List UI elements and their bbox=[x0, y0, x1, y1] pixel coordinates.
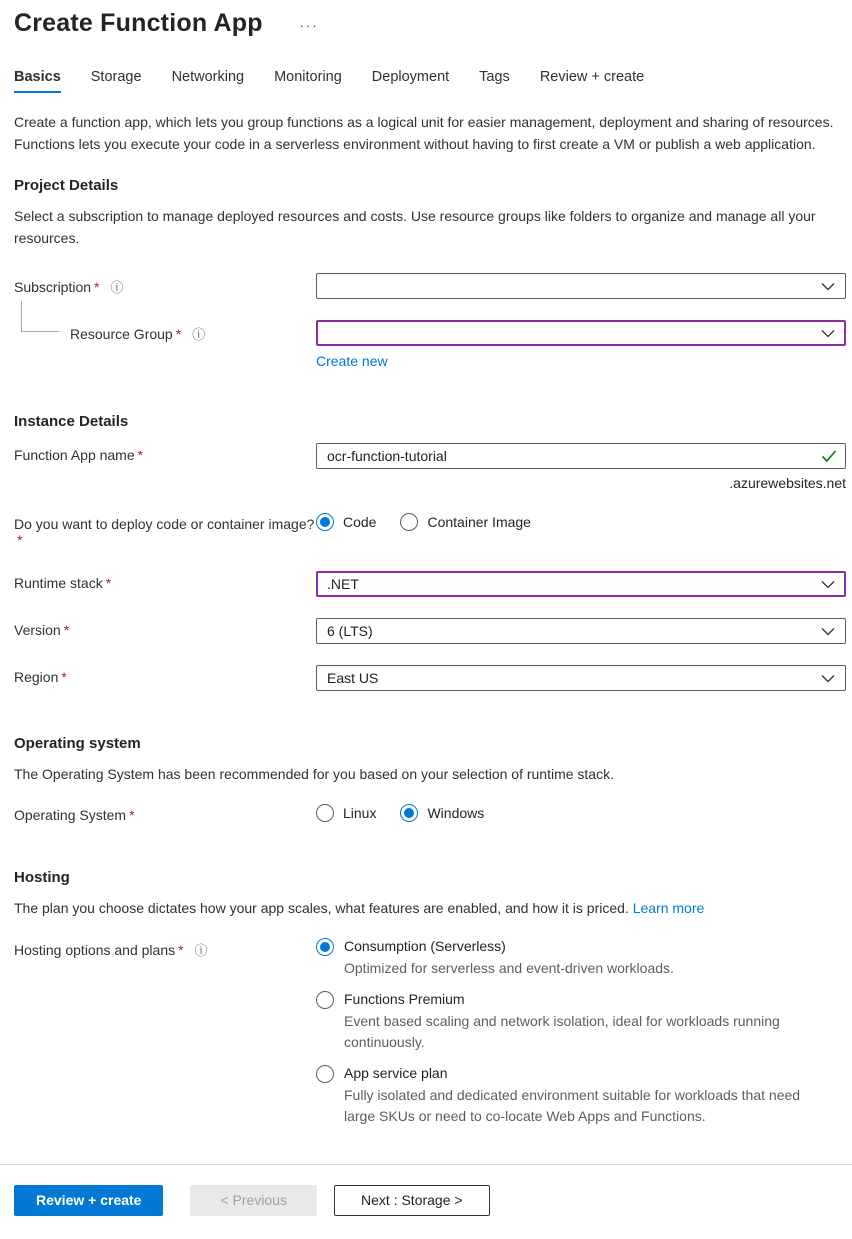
tab-tags[interactable]: Tags bbox=[479, 69, 510, 85]
more-options-icon[interactable]: ··· bbox=[299, 18, 319, 33]
tab-networking[interactable]: Networking bbox=[171, 69, 245, 85]
domain-suffix: .azurewebsites.net bbox=[729, 475, 846, 491]
radio-button-icon[interactable] bbox=[316, 991, 334, 1009]
info-icon[interactable]: ⓘ bbox=[192, 327, 206, 342]
radio-consumption-serverless[interactable] bbox=[316, 936, 846, 980]
radio-button-icon[interactable] bbox=[316, 1065, 334, 1083]
radio-container-image[interactable]: Container Image bbox=[400, 513, 531, 531]
plan-description: Event based scaling and network isolation, ideal for workloads running continuously. bbox=[344, 1012, 780, 1050]
version-dropdown[interactable] bbox=[316, 618, 846, 644]
operating-system-description: The Operating System has been recommended for you based on your selection of runtime stack. bbox=[14, 766, 614, 782]
operating-system-label: Operating System * bbox=[14, 806, 135, 823]
plan-description: Fully isolated and dedicated environment suitable for workloads that need large SKUs or need to co-locate Web Apps and Functions. bbox=[344, 1086, 801, 1124]
required-asterisk: * bbox=[61, 669, 67, 685]
radio-button-icon[interactable] bbox=[316, 513, 334, 531]
runtime-stack-label: Runtime stack * bbox=[14, 575, 112, 591]
operating-system-row bbox=[14, 803, 838, 823]
plan-name: Consumption (Serverless) bbox=[344, 938, 506, 954]
operating-system-radio-group bbox=[316, 803, 846, 822]
radio-button-icon[interactable] bbox=[400, 804, 418, 822]
hosting-options-row bbox=[14, 936, 838, 1137]
plan-name: App service plan bbox=[344, 1064, 448, 1081]
version-row bbox=[14, 618, 838, 644]
required-asterisk: * bbox=[137, 447, 144, 463]
required-asterisk: * bbox=[63, 622, 70, 638]
footer-bar bbox=[0, 1165, 852, 1216]
intro-text: Create a function app, which lets you group functions as a logical unit for easier management, deployment and sharing of resources. Functions lets you execute your code in a serverless environment without having to first create a VM or publish a web application. bbox=[14, 114, 834, 152]
valid-checkmark-icon bbox=[821, 450, 837, 463]
region-label: Region * bbox=[14, 669, 67, 685]
tab-storage[interactable]: Storage bbox=[90, 69, 142, 85]
runtime-stack-dropdown[interactable] bbox=[316, 571, 846, 597]
region-dropdown[interactable] bbox=[316, 665, 846, 691]
region-value: East US bbox=[327, 670, 379, 686]
hosting-description: The plan you choose dictates how your app scales, what features are enabled, and how it is priced. Learn more bbox=[14, 899, 705, 916]
page-title: Create Function App bbox=[14, 9, 263, 37]
function-app-name-row bbox=[14, 443, 846, 491]
chevron-down-icon bbox=[821, 580, 835, 589]
radio-button-icon[interactable] bbox=[400, 513, 418, 531]
radio-functions-premium[interactable] bbox=[316, 989, 846, 1054]
learn-more-link[interactable]: Learn more bbox=[632, 899, 705, 916]
required-asterisk: * bbox=[105, 575, 112, 591]
nesting-connector-line bbox=[21, 301, 59, 332]
radio-button-icon[interactable] bbox=[316, 938, 334, 956]
required-asterisk: * bbox=[94, 279, 100, 295]
required-asterisk: * bbox=[178, 942, 184, 958]
next-storage-button[interactable]: Next : Storage > bbox=[334, 1185, 490, 1216]
radio-app-service-plan[interactable] bbox=[316, 1063, 846, 1128]
review-create-button[interactable]: Review + create bbox=[14, 1185, 163, 1216]
create-new-link[interactable]: Create new bbox=[316, 353, 388, 369]
resource-group-dropdown[interactable] bbox=[316, 320, 846, 346]
project-details-description: Select a subscription to manage deployed resources and costs. Use resource groups like folders to organize and manage all your resources. bbox=[14, 208, 816, 246]
plan-description: Optimized for serverless and event-driven workloads. bbox=[344, 960, 674, 976]
version-value: 6 (LTS) bbox=[327, 623, 373, 639]
chevron-down-icon bbox=[821, 627, 835, 636]
function-app-name-label: Function App name * bbox=[14, 447, 144, 463]
operating-system-heading: Operating system bbox=[14, 735, 141, 752]
resource-group-label: Resource Group * ⓘ bbox=[14, 320, 316, 343]
region-row bbox=[14, 665, 838, 691]
chevron-down-icon bbox=[821, 329, 835, 338]
info-icon[interactable]: ⓘ bbox=[110, 280, 124, 295]
tab-monitoring[interactable]: Monitoring bbox=[274, 69, 342, 85]
wizard-tabs bbox=[14, 69, 838, 93]
tab-basics[interactable]: Basics bbox=[14, 69, 61, 93]
hosting-heading: Hosting bbox=[14, 868, 70, 886]
hosting-options-label: Hosting options and plans * ⓘ bbox=[14, 942, 208, 958]
tab-deployment[interactable]: Deployment bbox=[371, 69, 450, 85]
deploy-type-label: Do you want to deploy code or container image?* bbox=[14, 516, 315, 548]
radio-linux[interactable]: Linux bbox=[316, 804, 376, 822]
radio-code[interactable]: Code bbox=[316, 513, 376, 531]
deploy-type-row bbox=[14, 512, 838, 548]
subscription-label: Subscription * ⓘ bbox=[14, 279, 124, 295]
plan-name: Functions Premium bbox=[344, 990, 465, 1007]
deploy-type-radio-group bbox=[316, 512, 846, 531]
function-app-name-input[interactable] bbox=[316, 443, 846, 469]
project-details-heading: Project Details bbox=[14, 177, 119, 194]
runtime-stack-row bbox=[14, 571, 838, 597]
subscription-dropdown[interactable] bbox=[316, 273, 846, 299]
tab-review-create[interactable]: Review + create bbox=[539, 69, 645, 85]
hosting-options-radio-group bbox=[316, 936, 846, 1137]
chevron-down-icon bbox=[821, 282, 835, 291]
required-asterisk: * bbox=[17, 532, 23, 548]
info-icon[interactable]: ⓘ bbox=[194, 943, 208, 958]
page-header bbox=[14, 0, 838, 38]
radio-button-icon[interactable] bbox=[316, 804, 334, 822]
instance-details-heading: Instance Details bbox=[14, 413, 129, 430]
radio-windows[interactable]: Windows bbox=[400, 804, 484, 822]
runtime-stack-value: .NET bbox=[327, 576, 359, 592]
previous-button[interactable]: < Previous bbox=[190, 1185, 317, 1216]
resource-group-row bbox=[14, 320, 838, 369]
chevron-down-icon bbox=[821, 674, 835, 683]
version-label: Version * bbox=[14, 622, 70, 638]
subscription-row bbox=[14, 273, 838, 299]
required-asterisk: * bbox=[175, 326, 182, 342]
required-asterisk: * bbox=[129, 806, 135, 823]
